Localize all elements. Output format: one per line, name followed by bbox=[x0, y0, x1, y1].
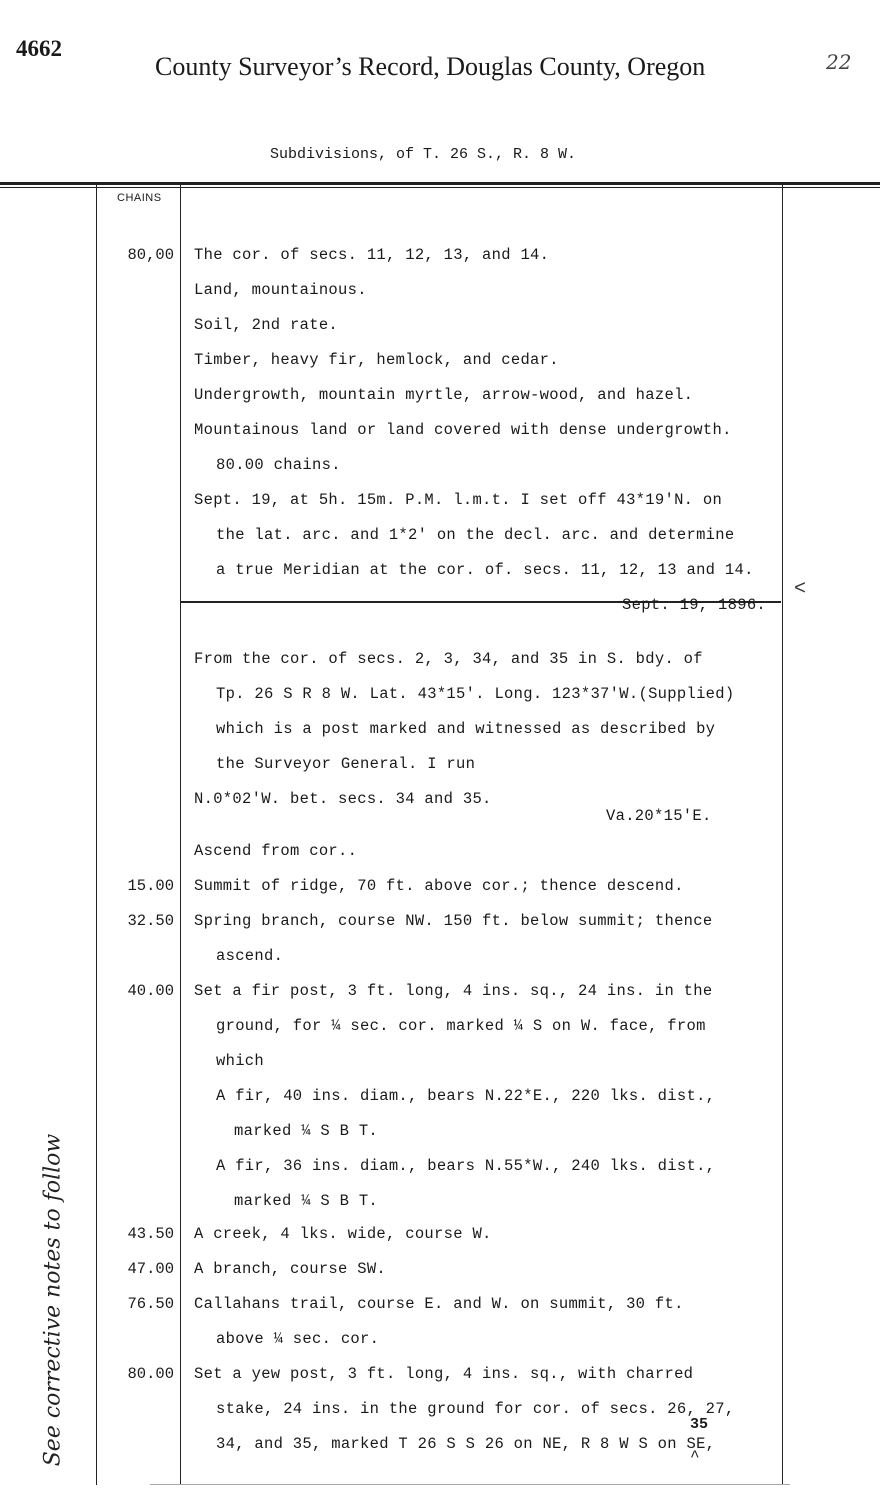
record-date: Sept. 19, 1896. bbox=[622, 596, 767, 614]
chain-value: 15.00 bbox=[127, 877, 174, 895]
top-rule bbox=[0, 182, 880, 185]
top-rule-thin bbox=[0, 187, 880, 188]
caret-icon: ^ bbox=[690, 1448, 700, 1466]
chain-value: 80.00 bbox=[127, 1365, 174, 1383]
record-line: Sept. 19, at 5h. 15m. P.M. l.m.t. I set off 43*19'N. on bbox=[194, 491, 723, 509]
right-margin-rule bbox=[782, 185, 783, 1485]
record-line: 80.00 chains. bbox=[216, 456, 341, 474]
chain-value: 80,00 bbox=[127, 246, 174, 264]
subtitle: Subdivisions, of T. 26 S., R. 8 W. bbox=[270, 146, 577, 163]
record-line: Tp. 26 S R 8 W. Lat. 43*15'. Long. 123*37'W.(Supplied) bbox=[216, 685, 735, 703]
record-line: Undergrowth, mountain myrtle, arrow-wood, and hazel. bbox=[194, 386, 694, 404]
record-line: ground, for ¼ sec. cor. marked ¼ S on W. face, from bbox=[216, 1017, 706, 1035]
record-line: Soil, 2nd rate. bbox=[194, 316, 339, 334]
page-title: County Surveyor’s Record, Douglas County, Oregon bbox=[155, 52, 706, 81]
record-line: Spring branch, course NW. 150 ft. below summit; thence bbox=[194, 912, 713, 930]
record-line: From the cor. of secs. 2, 3, 34, and 35 in S. bdy. of bbox=[194, 650, 703, 668]
record-line: N.0*02'W. bet. secs. 34 and 35. bbox=[194, 790, 492, 808]
chains-column-rule bbox=[180, 185, 181, 1485]
chain-value: 76.50 bbox=[127, 1295, 174, 1313]
record-line: above ¼ sec. cor. bbox=[216, 1330, 380, 1348]
record-line: 34, and 35, marked T 26 S S 26 on NE, R 8 W S on SE, bbox=[216, 1435, 716, 1453]
folio-number: 22 bbox=[826, 50, 852, 74]
record-line: A creek, 4 lks. wide, course W. bbox=[194, 1225, 492, 1243]
record-line: Summit of ridge, 70 ft. above cor.; thence descend. bbox=[194, 877, 684, 895]
record-line: A fir, 36 ins. diam., bears N.55*W., 240 lks. dist., bbox=[216, 1157, 716, 1175]
record-line: a true Meridian at the cor. of. secs. 11, 12, 13 and 14. bbox=[216, 561, 754, 579]
record-line: Land, mountainous. bbox=[194, 281, 367, 299]
record-line: the lat. arc. and 1*2' on the decl. arc. and determine bbox=[216, 526, 735, 544]
left-margin-rule bbox=[96, 185, 97, 1485]
record-line: Mountainous land or land covered with dense undergrowth. bbox=[194, 421, 732, 439]
chains-column-header: CHAINS bbox=[117, 192, 162, 204]
record-line: which is a post marked and witnessed as described by bbox=[216, 720, 716, 738]
check-mark-icon: < bbox=[794, 578, 807, 601]
chain-value: 32.50 bbox=[127, 912, 174, 930]
chain-value: 40.00 bbox=[127, 982, 174, 1000]
record-line: The cor. of secs. 11, 12, 13, and 14. bbox=[194, 246, 550, 264]
record-line: the Surveyor General. I run bbox=[216, 755, 476, 773]
record-line: A branch, course SW. bbox=[194, 1260, 387, 1278]
bottom-rule bbox=[150, 1484, 790, 1485]
record-line: Timber, heavy fir, hemlock, and cedar. bbox=[194, 351, 559, 369]
record-line: stake, 24 ins. in the ground for cor. of secs. 26, 27, bbox=[216, 1400, 735, 1418]
record-line: A fir, 40 ins. diam., bears N.22*E., 220 lks. dist., bbox=[216, 1087, 716, 1105]
margin-note: See corrective notes to follow bbox=[40, 1133, 66, 1467]
variation-note: Va.20*15'E. bbox=[606, 807, 712, 825]
page-number: 4662 bbox=[16, 36, 62, 61]
record-line: marked ¼ S B T. bbox=[234, 1122, 379, 1140]
record-line: marked ¼ S B T. bbox=[234, 1192, 379, 1210]
record-line: Callahans trail, course E. and W. on summit, 30 ft. bbox=[194, 1295, 684, 1313]
record-line: ascend. bbox=[216, 947, 284, 965]
record-line: which bbox=[216, 1052, 265, 1070]
record-line: Ascend from cor.. bbox=[194, 842, 358, 860]
record-line: Set a yew post, 3 ft. long, 4 ins. sq., with charred bbox=[194, 1365, 694, 1383]
record-line: Set a fir post, 3 ft. long, 4 ins. sq., 24 ins. in the bbox=[194, 982, 713, 1000]
chain-value: 47.00 bbox=[127, 1260, 174, 1278]
handwritten-insertion: 35 bbox=[690, 1416, 709, 1433]
chain-value: 43.50 bbox=[127, 1225, 174, 1243]
